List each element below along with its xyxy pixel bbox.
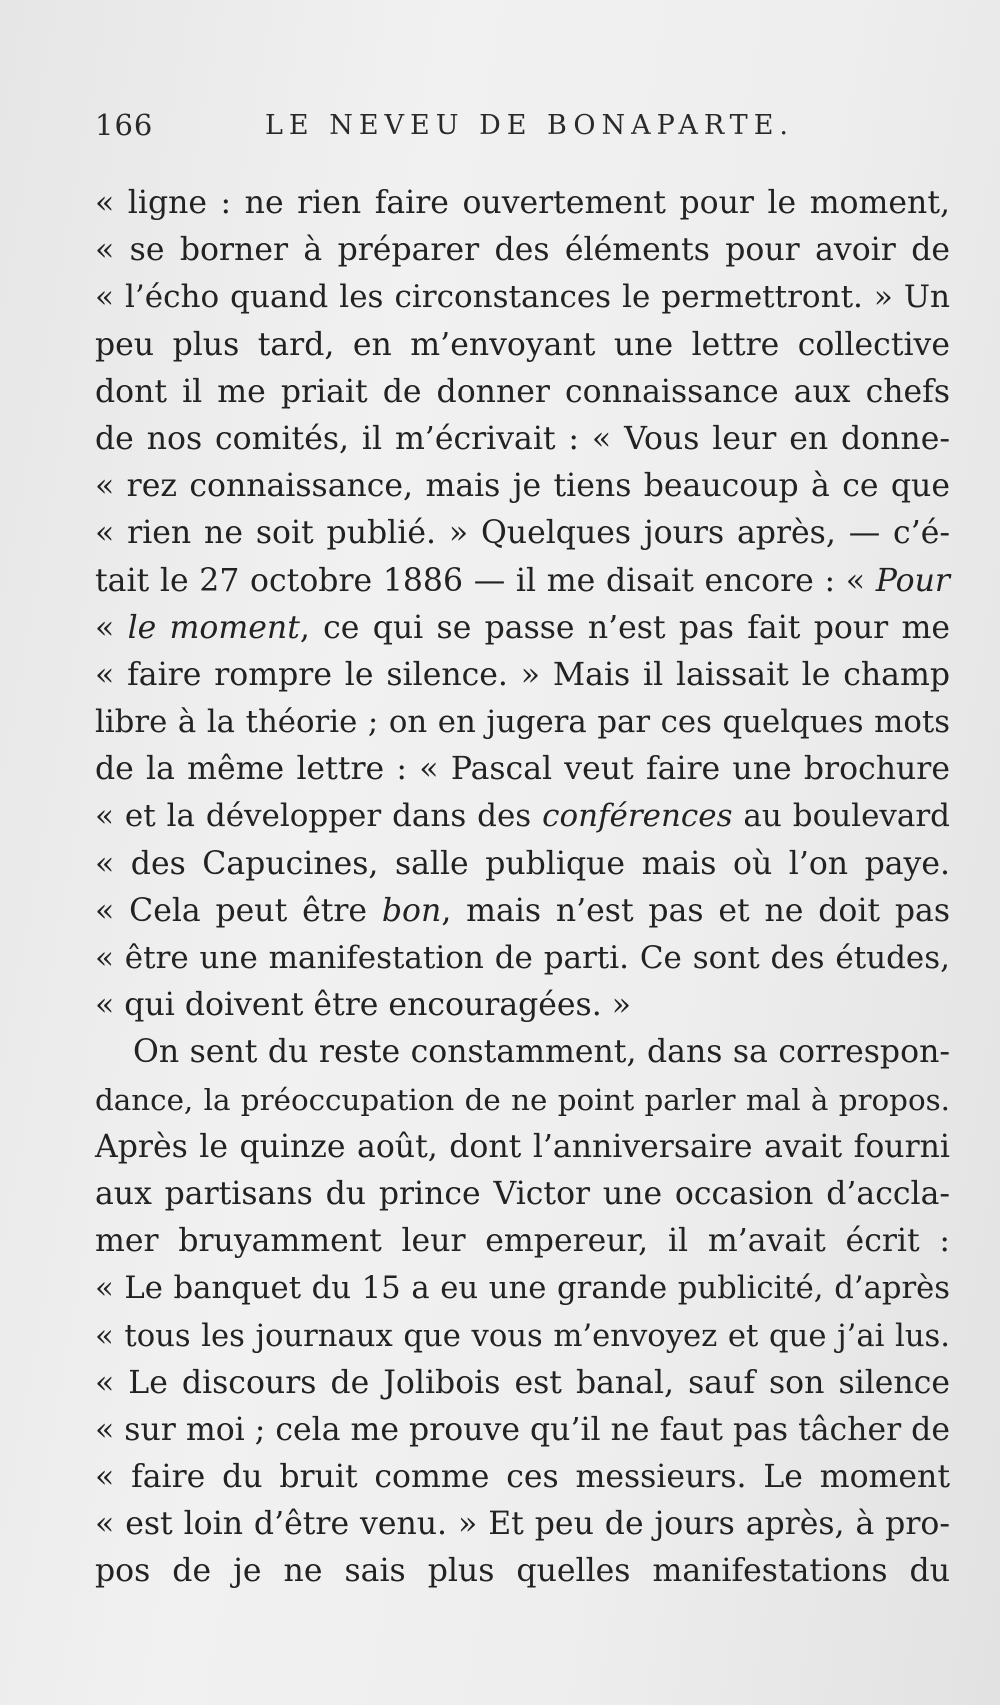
text-line: « sur moi ; cela me prouve qu’il ne faut pas tâcher de bbox=[95, 1411, 950, 1448]
text-line: dance, la préoccupation de ne point parler mal à propos. bbox=[95, 1082, 950, 1117]
text-line: « faire rompre le silence. » Mais il laissait le champ bbox=[95, 656, 950, 693]
text-line: « faire du bruit comme ces messieurs. Le moment bbox=[95, 1459, 950, 1496]
text-line: mer bruyamment leur empereur, il m’avait écrit : bbox=[95, 1223, 950, 1260]
text-line bbox=[95, 888, 950, 935]
text-segment: tait le 27 octobre 1886 — il me disait encore : « bbox=[95, 562, 876, 599]
text-line bbox=[95, 793, 950, 840]
italic-segment: conférences bbox=[542, 798, 733, 835]
text-segment: au boulevard bbox=[732, 798, 950, 835]
text-line: « rien ne soit publié. » Quelques jours après, — c’é- bbox=[95, 515, 950, 552]
text-segment: « bbox=[95, 609, 128, 646]
text-line: « qui doivent être encouragées. » bbox=[95, 987, 632, 1024]
text-line: peu plus tard, en m’envoyant une lettre collective bbox=[95, 326, 950, 363]
text-line: « être une manifestation de parti. Ce sont des études, bbox=[95, 940, 950, 976]
text-line: « ligne : ne rien faire ouvertement pour le moment, bbox=[95, 185, 950, 221]
text-segment: « et la développer dans des bbox=[95, 798, 543, 835]
text-segment: , mais n’est pas et ne doit pas bbox=[441, 892, 950, 929]
italic-segment: le moment bbox=[127, 609, 300, 646]
page-number: 166 bbox=[95, 108, 154, 142]
text-line: « se borner à préparer des éléments pour avoir de bbox=[95, 232, 950, 269]
text-line bbox=[95, 605, 950, 652]
page-header bbox=[95, 108, 925, 150]
text-line: pos de je ne sais plus quelles manifestations du bbox=[95, 1553, 950, 1590]
text-line: « est loin d’être venu. » Et peu de jours après, à pro- bbox=[95, 1506, 950, 1543]
text-line bbox=[95, 558, 950, 605]
text-line: de nos comités, il m’écrivait : « Vous leur en donne- bbox=[95, 420, 950, 457]
text-line: « l’écho quand les circonstances le permettront. » Un bbox=[95, 279, 950, 316]
running-title: LE NEVEU DE BONAPARTE. bbox=[265, 110, 794, 141]
text-line: « des Capucines, salle publique mais où l’on paye. bbox=[95, 845, 950, 882]
text-line: Après le quinze août, dont l’anniversaire avait fourni bbox=[95, 1128, 950, 1165]
text-line: libre à la théorie ; on en jugera par ces quelques mots bbox=[95, 704, 950, 741]
text-segment: , ce qui se passe n’est pas fait pour me bbox=[299, 609, 950, 646]
text-segment: « Cela peut être bbox=[95, 892, 382, 929]
text-line: aux partisans du prince Victor une occasion d’accla- bbox=[95, 1175, 950, 1212]
text-line: dont il me priait de donner connaissance aux chefs bbox=[95, 373, 950, 410]
text-line: de la même lettre : « Pascal veut faire une brochure bbox=[95, 751, 950, 788]
italic-segment: Pour bbox=[875, 562, 950, 599]
text-line: « tous les journaux que vous m’envoyez et que j’ai lus. bbox=[95, 1318, 950, 1354]
text-line: « Le discours de Jolibois est banal, sauf son silence bbox=[95, 1364, 950, 1401]
text-line: On sent du reste constamment, dans sa correspon- bbox=[133, 1034, 950, 1071]
text-line: « rez connaissance, mais je tiens beaucoup à ce que bbox=[95, 468, 950, 505]
italic-segment: bon bbox=[381, 892, 442, 929]
text-line: « Le banquet du 15 a eu une grande publicité, d’après bbox=[95, 1271, 950, 1307]
body-text bbox=[95, 180, 950, 1596]
